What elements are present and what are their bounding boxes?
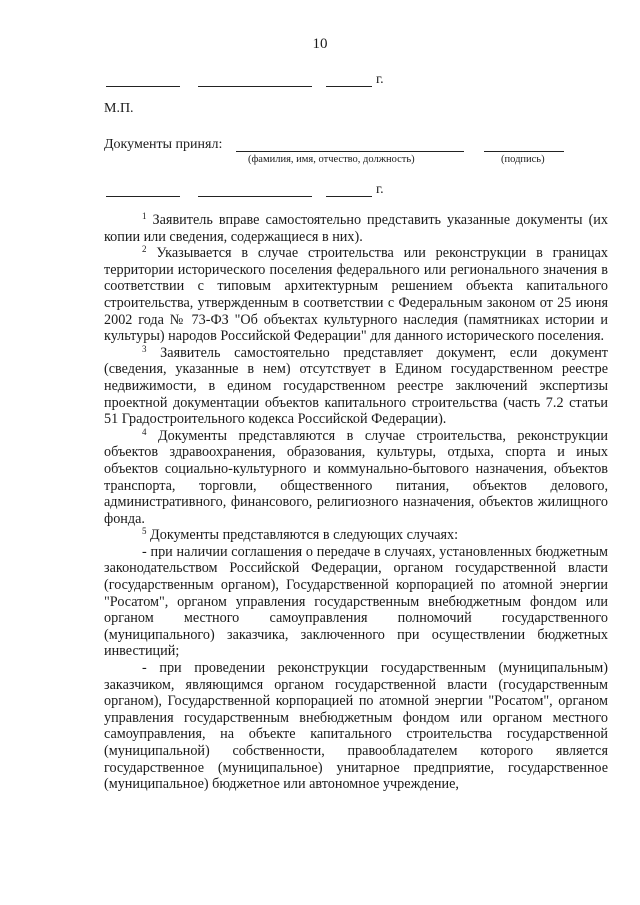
page-number: 10 (312, 36, 328, 52)
date-month-blank (198, 86, 312, 87)
case-item: - при проведении реконструкции государственным (муниципальным) заказчиком, являющимся органом государственной власти (государственным органом), Государственной корпорацией по атомной энергии "Росатом", органом управления государственным внебюджетным фондом или органом местного самоуправления, на объекте капитального строительства государственной (муниципальной) собственности, правообладателем которого является государственное (муниципальное) унитарное предприятие, государственное (муниципальное) бюджетное или автономное учреждение, (104, 660, 608, 793)
accepted-name-blank (236, 151, 464, 152)
name-caption: (фамилия, имя, отчество, должность) (248, 154, 415, 165)
footnote-text: Заявитель вправе самостоятельно представить указанные документы (их копии или сведения, содержащиеся в них). (104, 212, 608, 245)
stamp-place: М.П. (104, 101, 134, 116)
year-suffix: г. (376, 72, 384, 87)
footnote-4 (104, 428, 608, 528)
footnote-mark: 5 (142, 526, 147, 537)
date-day-blank (106, 86, 180, 87)
footnote-1 (104, 212, 608, 245)
date-month-blank-2 (198, 196, 312, 197)
footnote-5 (104, 527, 608, 544)
footnote-text: Заявитель самостоятельно представляет документ, если документ (сведения, указанные в нем) отсутствует в Едином государственном реестре недвижимости, в едином государственном реестре заключений экспертизы проектной документации объектов капитального строительства (часть 7.2 статьи 51 Градостроительного кодекса Российской Федерации). (104, 344, 608, 428)
date-day-blank-2 (106, 196, 180, 197)
footnote-mark: 3 (142, 343, 147, 354)
footnote-text: Указывается в случае строительства или реконструкции в границах территории исторического поселения федерального или регионального значения в соответствии с типовым архитектурным решением объекта капитального строительства, утвержденным в соответствии с Федеральным законом от 25 июня 2002 года № 73-ФЗ "Об объектах культурного наследия (памятниках истории и культуры) народов Российской Федерации" для данного исторического поселения. (104, 245, 609, 345)
footnote-3 (104, 345, 608, 428)
footnote-text: Документы представляются в случае строительства, реконструкции объектов здравоохранения, образования, культуры, отдыха, спорта и иных объектов социально-культурного и коммунально-бытового назначения, объектов транспорта, торговли, общественного питания, объектов делового, административного, финансового, религиозного назначения, объектов жилищного фонда. (104, 427, 608, 527)
footnote-mark: 2 (142, 244, 147, 255)
footnote-mark: 4 (142, 426, 147, 437)
footnote-mark: 1 (142, 211, 147, 221)
date-year-blank (326, 86, 372, 87)
footnotes-section (104, 212, 608, 793)
footnote-text: Документы представляются в следующих случаях: (150, 527, 459, 544)
year-suffix-2: г. (376, 182, 384, 197)
footnote-2 (104, 245, 608, 345)
accepted-label: Документы принял: (104, 137, 223, 152)
sign-caption: (подпись) (501, 154, 545, 165)
date-year-blank-2 (326, 196, 372, 197)
case-item: - при наличии соглашения о передаче в случаях, установленных бюджетным законодательством Российской Федерации, органом государственной власти (государственным органом), Государственной корпорацией по атомной энергии "Росатом", органом управления государственным внебюджетным фондом или органом местного самоуправления полномочий государственного (муниципального) заказчика, заключенного при осуществлении бюджетных инвестиций; (104, 543, 608, 660)
accepted-sign-blank (484, 151, 564, 152)
